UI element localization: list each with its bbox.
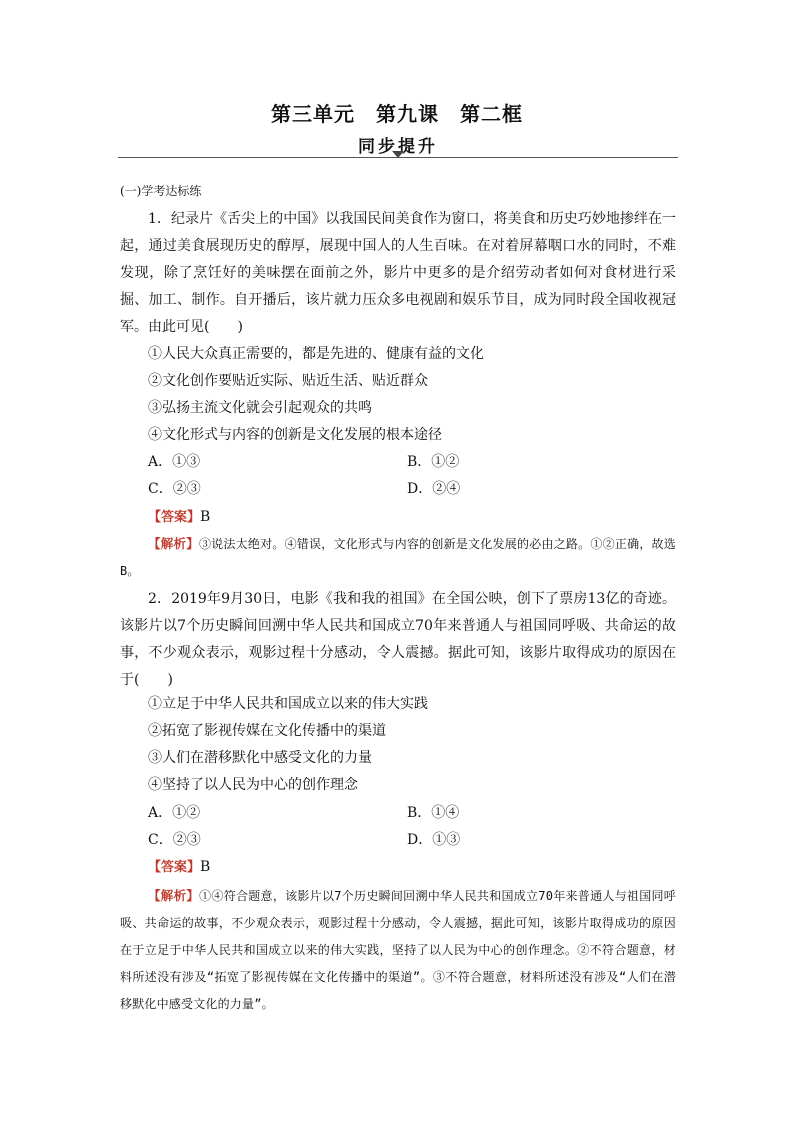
question-1-option-d: D．②④ — [407, 481, 461, 497]
question-1-explanation — [120, 530, 676, 585]
question-1-option-c: C．②③ — [148, 481, 201, 497]
explanation-label: 【解析】 — [148, 888, 200, 903]
answer-label: 【答案】 — [148, 510, 201, 525]
explanation-text: ③说法太绝对。④错误，文化形式与内容的创新是文化发展的必由之路。①②正确，故选B。 — [120, 537, 676, 578]
question-2-item-2: ②拓宽了影视传媒在文化传播中的渠道 — [148, 723, 386, 739]
question-1-answer — [148, 505, 210, 530]
question-2-item-4: ④坚持了以人民为中心的创作理念 — [148, 777, 358, 793]
section-label: (一)学考达标练 — [120, 184, 202, 198]
question-2-stem: 2．2019年9月30日，电影《我和我的祖国》在全国公映，创下了票房13亿的奇迹。该影片以7个历史瞬间回溯中华人民共和国成立70年来普通人与祖国同呼吸、共命运的故事，不少观众表示，观影过程十分感动，令人震撼。据此可知，该影片取得成功的原因在于( ) — [120, 591, 676, 688]
question-1-stem: 1．纪录片《舌尖上的中国》以我国民间美食作为窗口，将美食和历史巧妙地掺绊在一起，通过美食展现历史的醇厚，展现中国人的人生百味。在对着屏幕咽口水的同时，不难发现，除了烹饪好的美味摆在面前之外，影片中更多的是介绍劳动者如何对食材进行采掘、加工、制作。自开播后，该片就力压众多电视剧和娱乐节目，成为同时段全国收视冠军。由此可见( ) — [120, 211, 676, 335]
divider-notch-icon — [392, 151, 404, 158]
page-title: 第三单元 第九课 第二框 — [271, 102, 523, 126]
answer-value: B — [200, 509, 211, 525]
question-1-item-1: ①人民大众真正需要的，都是先进的、健康有益的文化 — [148, 346, 484, 362]
question-2-item-3: ③人们在潜移默化中感受文化的力量 — [148, 750, 372, 766]
question-2-explanation — [120, 882, 676, 1018]
question-2-option-b: B．①④ — [407, 805, 460, 821]
explanation-label: 【解析】 — [148, 536, 199, 551]
answer-value: B — [200, 859, 211, 875]
question-1-option-b: B．①② — [407, 454, 460, 470]
question-2-option-d: D．①③ — [407, 832, 461, 848]
question-2-item-1: ①立足于中华人民共和国成立以来的伟大实践 — [148, 696, 428, 712]
question-1-option-a: A．①③ — [148, 454, 201, 470]
question-2-answer — [148, 855, 210, 880]
question-1-item-2: ②文化创作要贴近实际、贴近生活、贴近群众 — [148, 373, 428, 389]
explanation-text: ①④符合题意，该影片以7个历史瞬间回溯中华人民共和国成立70年来普通人与祖国同呼吸、共命运的故事，不少观众表示，观影过程十分感动，令人震撼，据此可知，该影片取得成功的原因在于立足于中华人民共和国成立以来的伟大实践，坚持了以人民为中心的创作理念。②不符合题意，材料所述没有涉及“拓宽了影视传媒在文化传播中的渠道”。③不符合题意，材料所述没有涉及“人们在潜移默化中感受文化的力量”。 — [120, 889, 676, 1011]
page-subtitle: 同步提升 — [358, 137, 438, 157]
answer-label: 【答案】 — [148, 860, 201, 875]
question-2-option-a: A．①② — [148, 805, 201, 821]
subtitle-banner — [118, 132, 678, 162]
question-1-item-4: ④文化形式与内容的创新是文化发展的根本途径 — [148, 427, 442, 443]
question-1-item-3: ③弘扬主流文化就会引起观众的共鸣 — [148, 400, 372, 416]
question-2-option-c: C．②③ — [148, 832, 201, 848]
